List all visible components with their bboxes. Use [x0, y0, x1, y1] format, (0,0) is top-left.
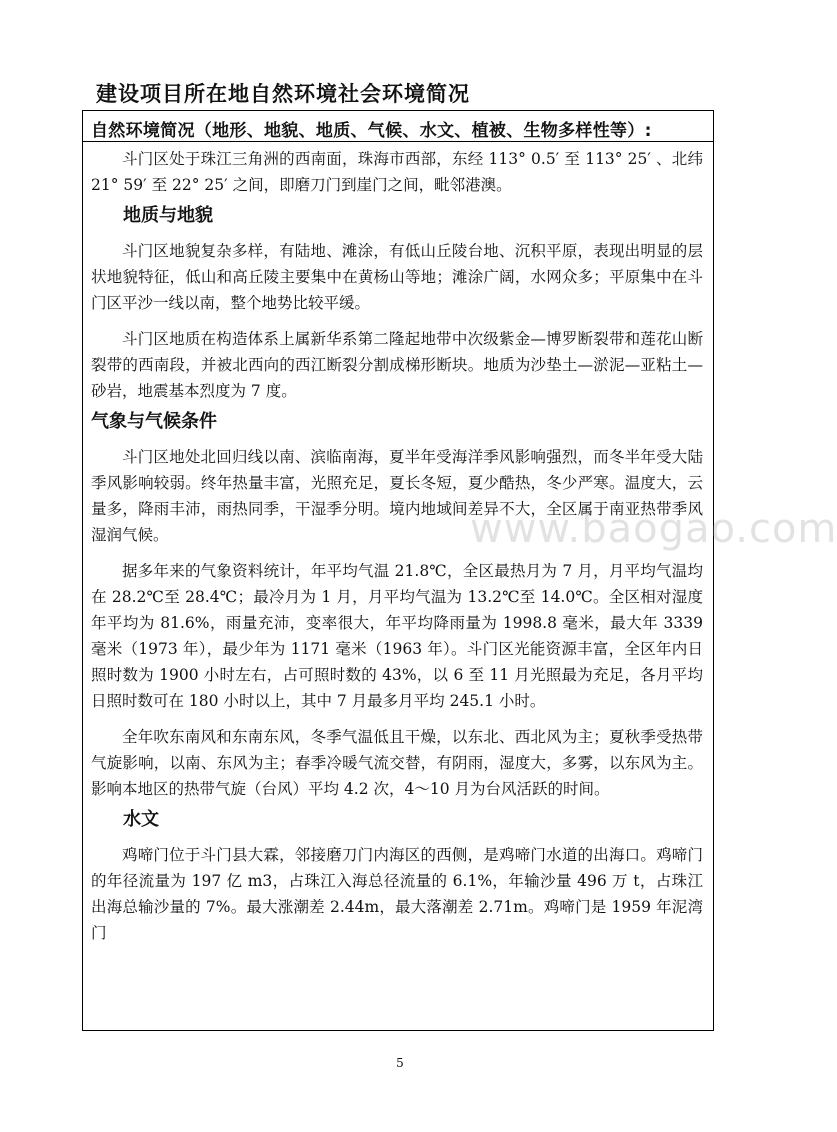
climate-heading: 气象与气候条件 [91, 411, 217, 432]
climate-paragraph: 斗门区地处北回归线以南、滨临南海，夏半年受海洋季风影响强烈，而冬半年受大陆季风影响较弱。终年热量丰富，光照充足，夏长冬短，夏少酷热，冬少严寒。温度大，云量多，降雨丰沛，雨热同季，干湿季分明。境内地域间差异不大，全区属于南亚热带季风湿润气候。 [91, 448, 703, 544]
geology-heading: 地质与地貌 [123, 205, 213, 226]
hydrology-heading: 水文 [123, 809, 159, 830]
geology-paragraph: 斗门区地质在构造体系上属新华系第二隆起地带中次级紫金—博罗断裂带和莲花山断裂带的西南段，并被北西向的西江断裂分割成梯形断块。地质为沙垫土—淤泥—亚粘土—砂岩，地震基本烈度为 7 度。 [91, 330, 703, 400]
climate-paragraph: 据多年来的气象资料统计，年平均气温 21.8℃，全区最热月为 7 月，月平均气温均在 28.2℃至 28.4℃；最冷月为 1 月，月平均气温为 13.2℃至 14.0℃。全区相对湿度年平均为 81.6%，雨量充沛，变率很大，年平均降雨量为 1998.8 毫米，最大年 3339 毫米（1973 年），最少年为 1171 毫米（1963 年）。斗门区光能资源丰富，全区年内日照时数为 1900 小时左右，占可照时数的 43%，以 6 至 11 月光照最为充足，各月平均日照时数可在 180 小时以上，其中 7 月最多月平均 245.1 小时。 [91, 562, 703, 710]
climate-paragraph: 全年吹东南风和东南东风，冬季气温低且干燥，以东北、西北风为主；夏秋季受热带气旋影响，以南、东风为主；春季冷暖气流交替，有阴雨，湿度大，多雾，以东风为主。影响本地区的热带气旋（台风）平均 4.2 次，4～10 月为台风活跃的时间。 [91, 728, 703, 798]
hydrology-paragraph: 鸡啼门位于斗门县大霖，邻接磨刀门内海区的西侧，是鸡啼门水道的出海口。鸡啼门的年径流量为 197 亿 m3，占珠江入海总径流量的 6.1%，年输沙量 496 万 t，占珠江出海总输沙量的 7%。最大涨潮差 2.44m，最大落潮差 2.71m。鸡啼门是 1959 年泥湾门 [91, 846, 703, 942]
geology-paragraph: 斗门区地貌复杂多样，有陆地、滩涂，有低山丘陵台地、沉积平原，表现出明显的层状地貌特征，低山和高丘陵主要集中在黄杨山等地；滩涂广阔，水网众多；平原集中在斗门区平沙一线以南，整个地势比较平缓。 [91, 242, 703, 312]
page-number: 5 [396, 1056, 404, 1070]
intro-paragraph: 斗门区处于珠江三角洲的西南面，珠海市西部，东经 113° 0.5′ 至 113° 25′ 、北纬 21° 59′ 至 22° 25′ 之间，即磨刀门到崖门之间，毗邻港澳。 [91, 150, 703, 194]
watermark: www.baogao.com [470, 506, 837, 552]
section-header: 自然环境简况（地形、地貌、地质、气候、水文、植被、生物多样性等）: [83, 111, 713, 142]
content-table [82, 110, 714, 1031]
page-title: 建设项目所在地自然环境社会环境简况 [96, 82, 470, 106]
